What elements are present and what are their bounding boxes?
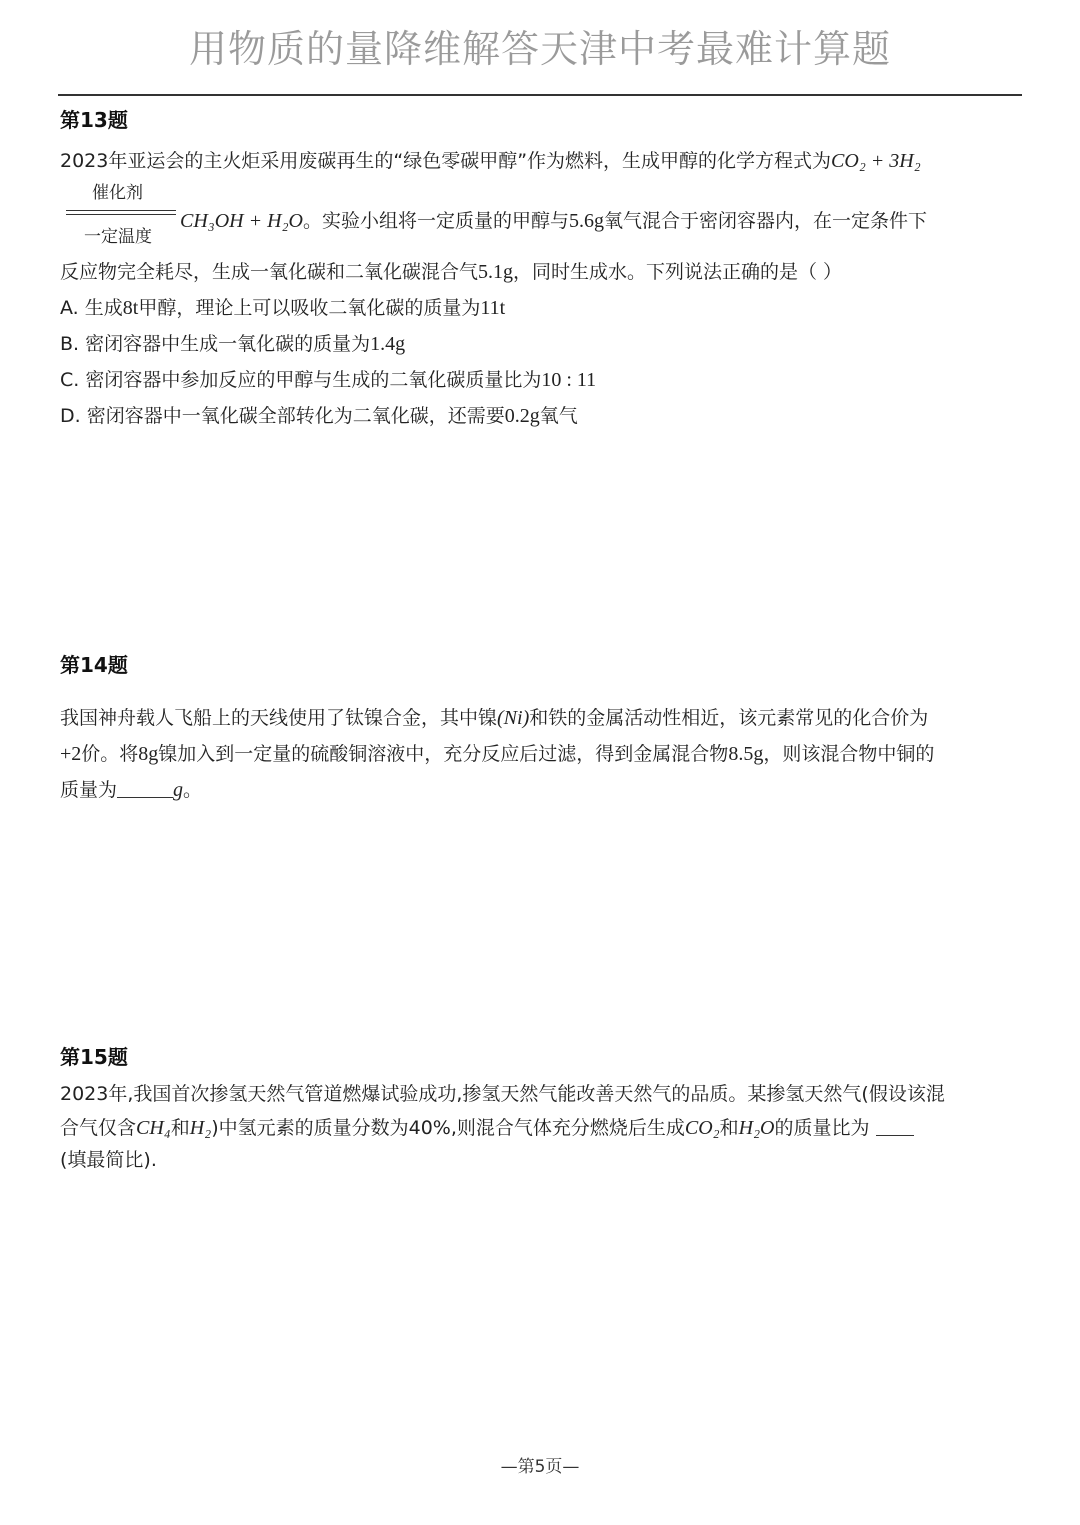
q13-line2: [180, 206, 927, 233]
q13-line2-text-a: 。实验小组将一定质量的甲醇与: [302, 210, 569, 232]
q14-text-5: ，则该混合物中铜的: [763, 743, 935, 765]
q14-text-7: 。: [183, 779, 203, 801]
q15-text-3: 和: [170, 1117, 190, 1139]
q13-line1: [60, 146, 921, 173]
q14-mixture-mass: 8.5g: [728, 743, 764, 765]
q15-text-6: 的质量比为: [774, 1117, 876, 1139]
q14-heading: 第14题: [60, 653, 128, 677]
q14-answer-blank[interactable]: [117, 779, 173, 798]
q13-option-a: [60, 293, 505, 320]
q15-line2: [60, 1113, 914, 1140]
q15-text-4: )中氢元素的质量分数为40%,则混合气体充分燃烧后生成: [211, 1117, 685, 1139]
q15-carbon-dioxide: CO₂: [684, 1117, 720, 1139]
q15-hydrogen: H₂: [189, 1117, 212, 1139]
q15-line1: [60, 1079, 945, 1106]
option-a-label: A. 生成: [60, 297, 123, 319]
q14-text-1: 我国神舟载人飞船上的天线使用了钛镍合金，其中镍: [60, 707, 498, 729]
option-b-text: B. 密闭容器中生成一氧化碳的质量为: [60, 333, 371, 355]
q15-text-5: 和: [719, 1117, 739, 1139]
q13-line3-text-a: 反应物完全耗尽，生成一氧化碳和二氧化碳混合气: [60, 261, 479, 283]
q14-text-3: 价。将: [81, 743, 139, 765]
q14-line1: [60, 703, 928, 730]
q13-line2-formula: CH₃OH + H₂O: [180, 210, 303, 232]
q13-heading: 第13题: [60, 108, 128, 132]
option-c-text: C. 密闭容器中参加反应的甲醇与生成的二氧化碳质量比为: [60, 369, 542, 391]
q14-nickel-symbol: (Ni): [497, 707, 530, 729]
reaction-condition-catalyst: 催化剂: [92, 183, 143, 203]
page-title: 用物质的量降维解答天津中考最难计算题: [188, 27, 891, 71]
q15-text-2: 合气仅含: [60, 1117, 137, 1139]
q13-line2-mass: 5.6g: [568, 210, 604, 232]
option-d-mass: 0.2g: [504, 405, 540, 427]
q14-text-2: 和铁的金属活动性相近，该元素常见的化合价为: [529, 707, 929, 729]
q14-line2: [60, 739, 934, 766]
q14-text-6: 质量为: [60, 779, 118, 801]
q14-unit: g: [173, 779, 184, 801]
option-d-text: D. 密闭容器中一氧化碳全部转化为二氧化碳，还需要: [60, 405, 505, 427]
option-d-text-end: 氧气: [539, 405, 578, 427]
q13-line1-text: 2023年亚运会的主火炬采用废碳再生的“绿色零碳甲醇”作为燃料，生成甲醇的化学方程式为: [60, 150, 832, 172]
q13-line3-mass: 5.1g: [478, 261, 514, 283]
option-a-mass-2: 11t: [480, 297, 506, 319]
q13-line3: [60, 257, 842, 284]
title-divider: [58, 94, 1022, 96]
reaction-condition-temperature: 一定温度: [84, 227, 152, 247]
q13-line3-text-b: ，同时生成水。下列说法正确的是（ ）: [513, 261, 843, 283]
q15-text-1: 2023年,我国首次掺氢天然气管道燃爆试验成功,掺氢天然气能改善天然气的品质。某掺氢天然气(假设该混: [60, 1083, 945, 1105]
q15-water: H₂O: [738, 1117, 775, 1139]
option-c-ratio: 10 : 11: [541, 369, 597, 391]
q15-answer-blank[interactable]: [876, 1117, 914, 1136]
q15-line3: [60, 1145, 157, 1172]
q15-heading: 第15题: [60, 1045, 128, 1069]
q13-option-d: [60, 401, 578, 428]
option-a-mass-1: 8t: [122, 297, 139, 319]
option-b-mass: 1.4g: [370, 333, 406, 355]
q13-line1-formula: CO₂ + 3H₂: [831, 150, 921, 172]
q15-text-7: (填最简比).: [60, 1149, 157, 1171]
q13-line2-text-b: 氧气混合于密闭容器内，在一定条件下: [603, 210, 927, 232]
q15-methane: CH₄: [136, 1117, 171, 1139]
q14-nickel-mass: 8g: [138, 743, 159, 765]
option-a-text: 甲醇，理论上可以吸收二氧化碳的质量为: [138, 297, 481, 319]
reaction-arrow: [66, 210, 176, 215]
q13-option-c: [60, 365, 596, 392]
q14-line3: [60, 775, 202, 802]
q14-text-4: 镍加入到一定量的硫酸铜溶液中，充分反应后过滤，得到金属混合物: [158, 743, 729, 765]
q14-valence: +2: [60, 743, 82, 765]
q13-option-b: [60, 329, 405, 356]
page-number: —第5页—: [500, 1457, 580, 1477]
